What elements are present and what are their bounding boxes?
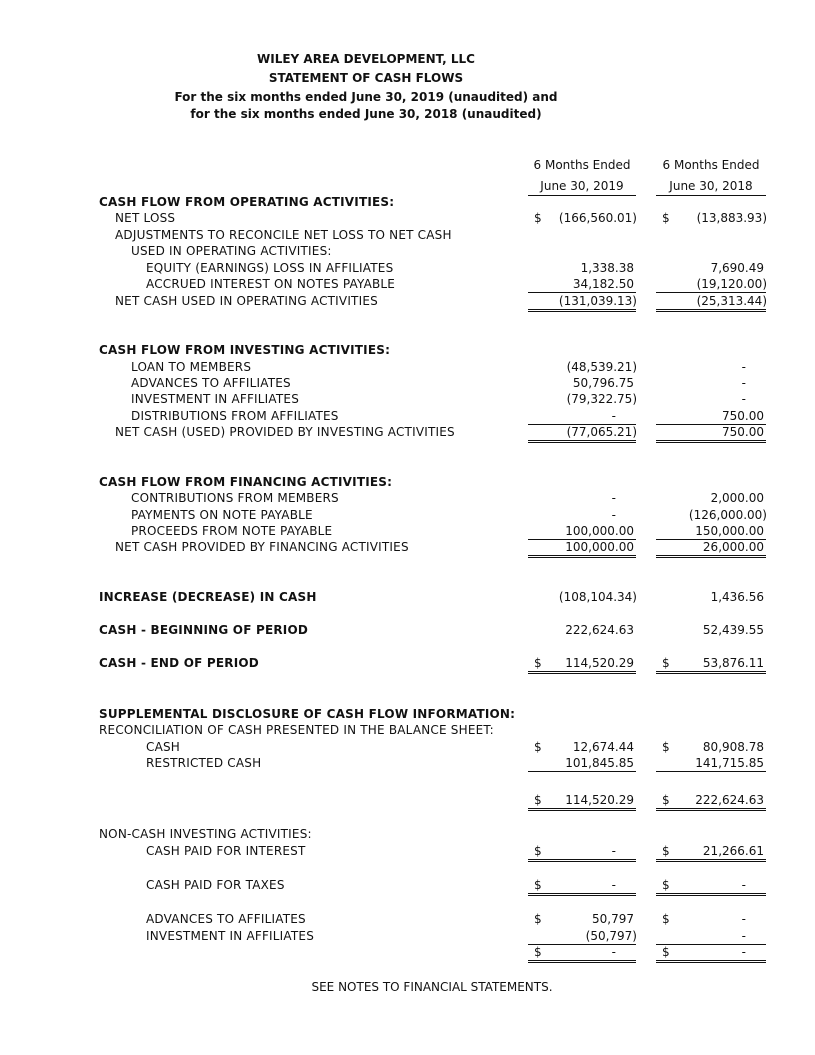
amount-value: 53,876.11 (702, 656, 764, 670)
amount-value: 114,520.29 (565, 656, 634, 670)
amount-cell-col1 (528, 655, 636, 674)
row-label: CASH - BEGINNING OF PERIOD (99, 623, 309, 637)
amount-value: - (741, 929, 746, 943)
currency-symbol: $ (534, 740, 542, 754)
amount-value: (166,560.01) (558, 211, 637, 225)
amount-cell-col1 (528, 843, 636, 862)
row-label: INVESTMENT IN AFFILIATES (146, 929, 315, 943)
amount-cell-col2 (656, 589, 766, 605)
amount-value: (48,539.21) (566, 360, 637, 374)
currency-symbol: $ (662, 793, 670, 807)
amount-value: - (611, 491, 616, 505)
amount-value: - (741, 945, 746, 959)
row-label: LOAN TO MEMBERS (131, 360, 252, 374)
investment-affiliates-row (0, 391, 815, 407)
section-supplemental-heading (0, 706, 815, 722)
total-cash-row (0, 792, 815, 808)
amount-cell-col2 (656, 359, 766, 375)
amount-value: 222,624.63 (695, 793, 764, 807)
net-cash-financing-row (0, 539, 815, 555)
noncash-total-row (0, 944, 815, 960)
currency-symbol: $ (534, 793, 542, 807)
amount-value: 101,845.85 (565, 756, 634, 770)
cash-beginning-row (0, 622, 815, 638)
amount-cell-col2 (656, 739, 766, 755)
amount-value: 21,266.61 (702, 844, 764, 858)
net-loss-row (0, 210, 815, 226)
row-label: NET CASH USED IN OPERATING ACTIVITIES (115, 294, 378, 308)
net-cash-operating-row (0, 293, 815, 309)
row-label: NON-CASH INVESTING ACTIVITIES: (99, 827, 312, 841)
amount-cell-col2 (656, 391, 766, 407)
row-label: CONTRIBUTIONS FROM MEMBERS (131, 491, 339, 505)
row-label: CASH PAID FOR TAXES (146, 878, 285, 892)
amount-cell-col1 (528, 276, 636, 293)
amount-cell-col1 (528, 739, 636, 755)
amount-value: - (611, 945, 616, 959)
amount-value: (13,883.93) (696, 211, 767, 225)
amount-cell-col1 (528, 539, 636, 558)
period-line-2: for the six months ended June 30, 2018 (unaudited) (190, 107, 542, 121)
amount-value: 750.00 (722, 425, 764, 439)
amount-value: (126,000.00) (688, 508, 767, 522)
amount-value: 750.00 (722, 409, 764, 423)
amount-cell-col2 (656, 655, 766, 674)
amount-cell-col2 (656, 755, 766, 772)
amount-cell-col2 (656, 260, 766, 276)
amount-value: - (741, 392, 746, 406)
amount-value: 1,436.56 (710, 590, 764, 604)
amount-cell-col2 (656, 792, 766, 811)
col2-header-line1: 6 Months Ended (662, 158, 760, 172)
amount-value: 80,908.78 (702, 740, 764, 754)
amount-value: 114,520.29 (565, 793, 634, 807)
amount-value: (19,120.00) (696, 277, 767, 291)
amount-cell-col1 (528, 375, 636, 391)
amount-value: 150,000.00 (695, 524, 764, 538)
section-operating-heading (0, 194, 815, 210)
amount-cell-col1 (528, 589, 636, 605)
currency-symbol: $ (534, 945, 542, 959)
amount-value: - (741, 376, 746, 390)
amount-cell-col1 (528, 507, 636, 523)
amount-value: 100,000.00 (565, 540, 634, 554)
row-label: RECONCILIATION OF CASH PRESENTED IN THE BALANCE SHEET: (99, 723, 494, 737)
payments-note-row (0, 507, 815, 523)
advances-affiliates-row (0, 375, 815, 391)
currency-symbol: $ (534, 211, 542, 225)
row-label: PAYMENTS ON NOTE PAYABLE (131, 508, 313, 522)
amount-cell-col1 (528, 911, 636, 927)
col1-header-line2: June 30, 2019 (528, 177, 636, 196)
amount-cell-col2 (656, 944, 766, 963)
col2-header-line2: June 30, 2018 (656, 177, 766, 196)
row-label: SUPPLEMENTAL DISCLOSURE OF CASH FLOW INFORMATION: (99, 707, 516, 721)
row-label: RESTRICTED CASH (146, 756, 262, 770)
currency-symbol: $ (662, 945, 670, 959)
cash-end-row (0, 655, 815, 671)
increase-decrease-row (0, 589, 815, 605)
contributions-members-row (0, 490, 815, 506)
amount-cell-col2 (656, 539, 766, 558)
amount-cell-col2 (656, 523, 766, 540)
amount-cell-col1 (528, 408, 636, 425)
amount-cell-col1 (528, 424, 636, 443)
amount-value: 34,182.50 (572, 277, 634, 291)
amount-cell-col1 (528, 877, 636, 896)
currency-symbol: $ (662, 912, 670, 926)
amount-cell-col2 (656, 928, 766, 945)
amount-value: 100,000.00 (565, 524, 634, 538)
currency-symbol: $ (534, 878, 542, 892)
row-label: CASH - END OF PERIOD (99, 656, 259, 670)
amount-value: (50,797) (585, 929, 637, 943)
currency-symbol: $ (534, 656, 542, 670)
section-investing-heading (0, 342, 815, 358)
investment-affiliates-noncash-row (0, 928, 815, 944)
net-cash-investing-row (0, 424, 815, 440)
statement-title: STATEMENT OF CASH FLOWS (268, 71, 464, 85)
amount-value: - (741, 878, 746, 892)
amount-cell-col2 (656, 375, 766, 391)
non-cash-investing-row (0, 826, 815, 842)
currency-symbol: $ (662, 211, 670, 225)
col1-header-line1: 6 Months Ended (533, 158, 631, 172)
amount-cell-col2 (656, 843, 766, 862)
amount-value: (25,313.44) (696, 294, 767, 308)
row-label: EQUITY (EARNINGS) LOSS IN AFFILIATES (146, 261, 394, 275)
amount-cell-col2 (656, 424, 766, 443)
advances-affiliates-noncash-row (0, 911, 815, 927)
amount-value: (79,322.75) (566, 392, 637, 406)
row-label: PROCEEDS FROM NOTE PAYABLE (131, 524, 333, 538)
amount-value: 1,338.38 (580, 261, 634, 275)
row-label: ADJUSTMENTS TO RECONCILE NET LOSS TO NET CASH (115, 228, 452, 242)
cash-paid-interest-row (0, 843, 815, 859)
cash-row (0, 739, 815, 755)
amount-cell-col2 (656, 408, 766, 425)
amount-value: 26,000.00 (702, 540, 764, 554)
amount-cell-col2 (656, 911, 766, 927)
amount-cell-col1 (528, 523, 636, 540)
row-label: CASH FLOW FROM OPERATING ACTIVITIES: (99, 195, 395, 209)
row-label: USED IN OPERATING ACTIVITIES: (131, 244, 332, 258)
row-label: ADVANCES TO AFFILIATES (146, 912, 306, 926)
amount-cell-col2 (656, 293, 766, 312)
amount-value: 222,624.63 (565, 623, 634, 637)
company-name: WILEY AREA DEVELOPMENT, LLC (257, 52, 475, 66)
proceeds-note-row (0, 523, 815, 539)
amount-value: - (611, 508, 616, 522)
amount-value: (77,065.21) (566, 425, 637, 439)
amount-value: (108,104.34) (558, 590, 637, 604)
amount-value: 12,674.44 (572, 740, 634, 754)
amount-value: - (611, 409, 616, 423)
amount-cell-col1 (528, 928, 636, 945)
amount-value: - (611, 878, 616, 892)
amount-value: 7,690.49 (710, 261, 764, 275)
amount-cell-col2 (656, 210, 766, 226)
amount-cell-col1 (528, 490, 636, 506)
amount-cell-col2 (656, 622, 766, 638)
footer-note: SEE NOTES TO FINANCIAL STATEMENTS. (311, 980, 553, 994)
row-label: CASH PAID FOR INTEREST (146, 844, 306, 858)
cash-paid-taxes-row (0, 877, 815, 893)
accrued-interest-row (0, 276, 815, 292)
row-label: CASH FLOW FROM INVESTING ACTIVITIES: (99, 343, 391, 357)
currency-symbol: $ (534, 844, 542, 858)
row-label: CASH FLOW FROM FINANCING ACTIVITIES: (99, 475, 393, 489)
row-label: ADVANCES TO AFFILIATES (131, 376, 291, 390)
used-in-operating-row (0, 243, 815, 259)
amount-cell-col1 (528, 391, 636, 407)
currency-symbol: $ (662, 878, 670, 892)
amount-cell-col1 (528, 210, 636, 226)
row-label: INVESTMENT IN AFFILIATES (131, 392, 300, 406)
adjustments-row (0, 227, 815, 243)
amount-cell-col1 (528, 260, 636, 276)
amount-value: - (611, 844, 616, 858)
amount-value: 2,000.00 (710, 491, 764, 505)
amount-cell-col1 (528, 293, 636, 312)
row-label: DISTRIBUTIONS FROM AFFILIATES (131, 409, 339, 423)
section-financing-heading (0, 474, 815, 490)
row-label: ACCRUED INTEREST ON NOTES PAYABLE (146, 277, 396, 291)
amount-cell-col1 (528, 359, 636, 375)
amount-value: 50,797 (592, 912, 634, 926)
amount-value: 50,796.75 (572, 376, 634, 390)
distributions-affiliates-row (0, 408, 815, 424)
row-label: CASH (146, 740, 181, 754)
amount-value: 141,715.85 (695, 756, 764, 770)
amount-cell-col2 (656, 276, 766, 293)
row-label: NET LOSS (115, 211, 176, 225)
row-label: NET CASH PROVIDED BY FINANCING ACTIVITIES (115, 540, 409, 554)
amount-value: - (741, 360, 746, 374)
amount-cell-col1 (528, 622, 636, 638)
restricted-cash-row (0, 755, 815, 771)
amount-cell-col1 (528, 944, 636, 963)
reconciliation-row (0, 722, 815, 738)
amount-cell-col2 (656, 490, 766, 506)
currency-symbol: $ (662, 656, 670, 670)
amount-cell-col2 (656, 507, 766, 523)
amount-value: - (741, 912, 746, 926)
currency-symbol: $ (662, 844, 670, 858)
equity-loss-row (0, 260, 815, 276)
row-label: NET CASH (USED) PROVIDED BY INVESTING ACTIVITIES (115, 425, 455, 439)
amount-value: (131,039.13) (558, 294, 637, 308)
period-line-1: For the six months ended June 30, 2019 (unaudited) and (174, 90, 558, 104)
amount-value: 52,439.55 (702, 623, 764, 637)
loan-to-members-row (0, 359, 815, 375)
currency-symbol: $ (662, 740, 670, 754)
currency-symbol: $ (534, 912, 542, 926)
amount-cell-col1 (528, 792, 636, 811)
amount-cell-col2 (656, 877, 766, 896)
amount-cell-col1 (528, 755, 636, 772)
row-label: INCREASE (DECREASE) IN CASH (99, 590, 317, 604)
